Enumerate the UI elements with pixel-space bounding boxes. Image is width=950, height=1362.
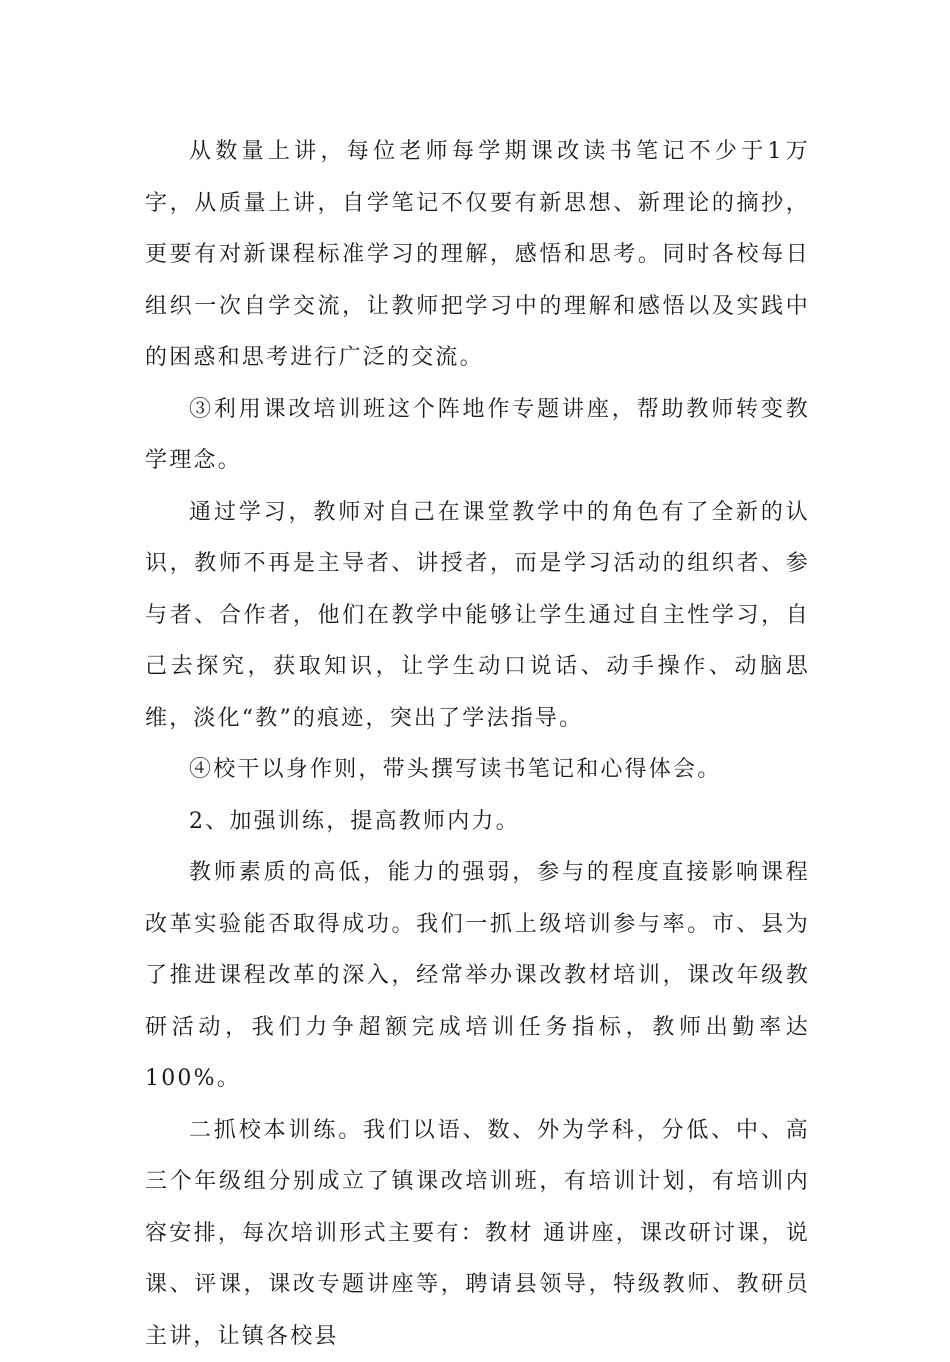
paragraph-teacher-role: 通过学习，教师对自己在课堂教学中的角色有了全新的认识，教师不再是主导者、讲授者，而是学习活动的组织者、参与者、合作者，他们在教学中能够让学生通过自主性学习，自己去探究，获取知识，让学生动口说话、动手操作、动脑思维，淡化“教”的痕迹，突出了学法指导。 — [145, 487, 810, 745]
paragraph-teacher-quality: 教师素质的高低，能力的强弱，参与的程度直接影响课程改革实验能否取得成功。我们一抓上级培训参与率。市、县为了推进课程改革的深入，经常举办课改教材培训，课改年级教研活动，我们力争超额完成培训任务指标，教师出勤率达100%。 — [145, 847, 810, 1105]
paragraph-section-heading-training: 2、加强训练，提高教师内力。 — [145, 796, 810, 848]
paragraph-school-training: 二抓校本训练。我们以语、数、外为学科，分低、中、高三个年级组分别成立了镇课改培训班，有培训计划，有培训内容安排，每次培训形式主要有：教材 通讲座，课改研讨课，说课、评课，课改专题讲座等，聘请县领导，特级教师、教研员主讲，让镇各校县 — [145, 1105, 810, 1362]
paragraph-leaders-example: ④校干以身作则，带头撰写读书笔记和心得体会。 — [145, 744, 810, 796]
paragraph-notes-requirement: 从数量上讲，每位老师每学期课改读书笔记不少于1万字，从质量上讲，自学笔记不仅要有新思想、新理论的摘抄，更要有对新课程标准学习的理解，感悟和思考。同时各校每日组织一次自学交流，让教师把学习中的理解和感悟以及实践中的困惑和思考进行广泛的交流。 — [145, 126, 810, 384]
document-body — [145, 126, 810, 1362]
paragraph-training-lectures: ③利用课改培训班这个阵地作专题讲座，帮助教师转变教学理念。 — [145, 384, 810, 487]
